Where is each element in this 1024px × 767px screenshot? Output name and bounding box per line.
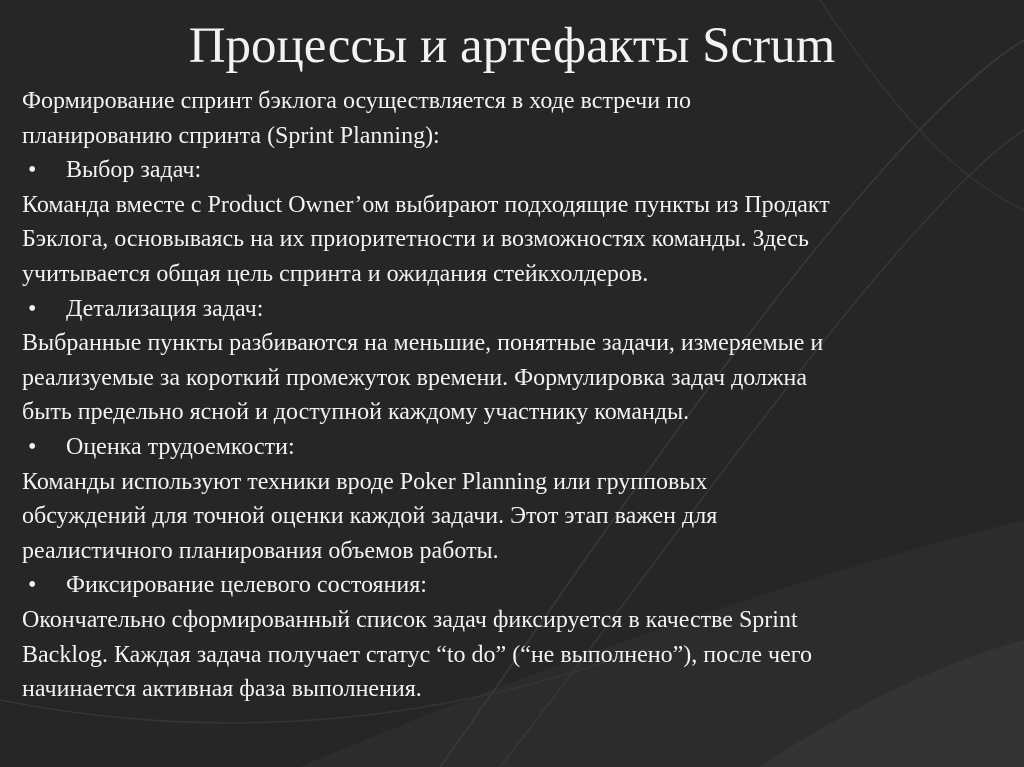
intro-line: планированию спринта (Sprint Planning): xyxy=(22,122,440,149)
body-line: реалистичного планирования объемов работы. xyxy=(22,537,499,564)
slide-title: Процессы и артефакты Scrum xyxy=(188,18,836,74)
body-line: реализуемые за короткий промежуток времени. Формулировка задач должна xyxy=(22,364,808,391)
bullet-heading: Оценка трудоемкости: xyxy=(66,433,295,460)
bullet-icon: • xyxy=(28,157,37,184)
bullet-heading: Выбор задач: xyxy=(66,157,202,184)
body-line: быть предельно ясной и доступной каждому участнику команды. xyxy=(22,399,690,426)
body-line: обсуждений для точной оценки каждой задачи. Этот этап важен для xyxy=(22,503,718,530)
body-line: Команда вместе с Product Owner’ом выбирают подходящие пункты из Продакт xyxy=(22,191,830,218)
body-line: Выбранные пункты разбиваются на меньшие, понятные задачи, измеряемые и xyxy=(22,330,824,357)
bullet-item-effort-estimation xyxy=(22,430,1012,465)
bullet-icon: • xyxy=(28,433,37,460)
body-line: Окончательно сформированный список задач фиксируется в качестве Sprint xyxy=(22,606,798,633)
body-line: учитывается общая цель спринта и ожидания стейкхолдеров. xyxy=(22,260,649,287)
intro-line: Формирование спринт бэклога осуществляется в ходе встречи по xyxy=(22,88,691,114)
slide-body xyxy=(22,84,1012,707)
bullet-item-task-detailing xyxy=(22,292,1012,327)
body-line: Бэклога, основываясь на их приоритетности и возможностях команды. Здесь xyxy=(22,226,809,253)
body-line: начинается активная фаза выполнения. xyxy=(22,676,422,703)
bullet-icon: • xyxy=(28,572,37,599)
body-line: Команды используют техники вроде Poker Planning или групповых xyxy=(22,468,708,495)
body-line: Backlog. Каждая задача получает статус “to do” (“не выполнено”), после чего xyxy=(22,641,812,668)
bullet-icon: • xyxy=(28,295,37,322)
bullet-heading: Детализация задач: xyxy=(66,295,264,322)
bullet-item-task-selection xyxy=(22,153,1012,188)
bullet-item-target-state xyxy=(22,568,1012,603)
bullet-heading: Фиксирование целевого состояния: xyxy=(66,572,427,599)
